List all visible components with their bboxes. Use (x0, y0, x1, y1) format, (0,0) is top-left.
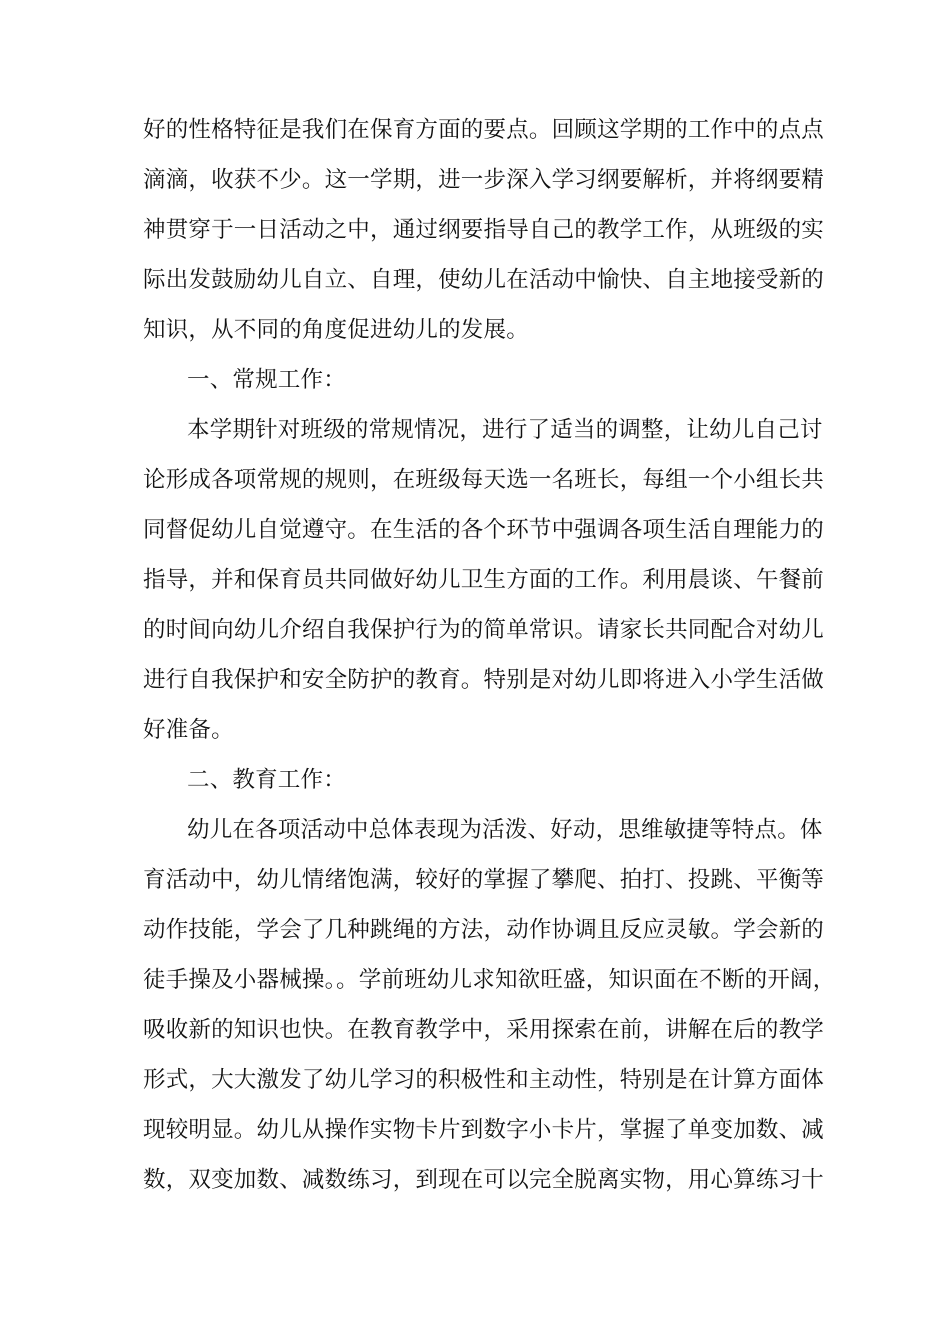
paragraph-line: 吸收新的知识也快。在教育教学中，采用探索在前，讲解在后的教学 (143, 1017, 825, 1043)
paragraph-line: 徒手操及小器械操。。学前班幼儿求知欲旺盛，知识面在不断的开阔， (143, 967, 836, 993)
paragraph-line: 际出发鼓励幼儿自立、自理，使幼儿在活动中愉快、自主地接受新的 (143, 267, 825, 293)
paragraph-line: 数，双变加数、减数练习，到现在可以完全脱离实物，用心算练习十 (143, 1167, 825, 1193)
section-heading: 一、常规工作： (187, 367, 346, 393)
paragraph-line: 的时间向幼儿介绍自我保护行为的简单常识。请家长共同配合对幼儿 (143, 617, 825, 643)
paragraph-line: 幼儿在各项活动中总体表现为活泼、好动，思维敏捷等特点。体 (187, 817, 823, 843)
section-heading: 二、教育工作： (187, 767, 346, 793)
paragraph-line: 指导，并和保育员共同做好幼儿卫生方面的工作。利用晨谈、午餐前 (143, 567, 825, 593)
paragraph-line: 动作技能，学会了几种跳绳的方法，动作协调且反应灵敏。学会新的 (143, 917, 825, 943)
paragraph-line: 现较明显。幼儿从操作实物卡片到数字小卡片，掌握了单变加数、减 (143, 1117, 825, 1143)
paragraph-line: 进行自我保护和安全防护的教育。特别是对幼儿即将进入小学生活做 (143, 667, 825, 693)
paragraph-line: 育活动中，幼儿情绪饱满，较好的掌握了攀爬、拍打、投跳、平衡等 (143, 867, 825, 893)
paragraph-line: 滴滴，收获不少。这一学期，进一步深入学习纲要解析，并将纲要精 (143, 167, 825, 193)
paragraph-line: 形式，大大激发了幼儿学习的积极性和主动性，特别是在计算方面体 (143, 1067, 825, 1093)
paragraph-line: 知识，从不同的角度促进幼儿的发展。 (143, 317, 529, 343)
paragraph-line: 论形成各项常规的规则，在班级每天选一名班长，每组一个小组长共 (143, 467, 825, 493)
paragraph-line: 神贯穿于一日活动之中，通过纲要指导自己的教学工作，从班级的实 (143, 217, 825, 243)
paragraph-line: 好的性格特征是我们在保育方面的要点。回顾这学期的工作中的点点 (143, 117, 825, 143)
paragraph-line: 同督促幼儿自觉遵守。在生活的各个环节中强调各项生活自理能力的 (143, 517, 825, 543)
paragraph-line: 好准备。 (143, 717, 234, 743)
paragraph-line: 本学期针对班级的常规情况，进行了适当的调整，让幼儿自己讨 (187, 417, 823, 443)
